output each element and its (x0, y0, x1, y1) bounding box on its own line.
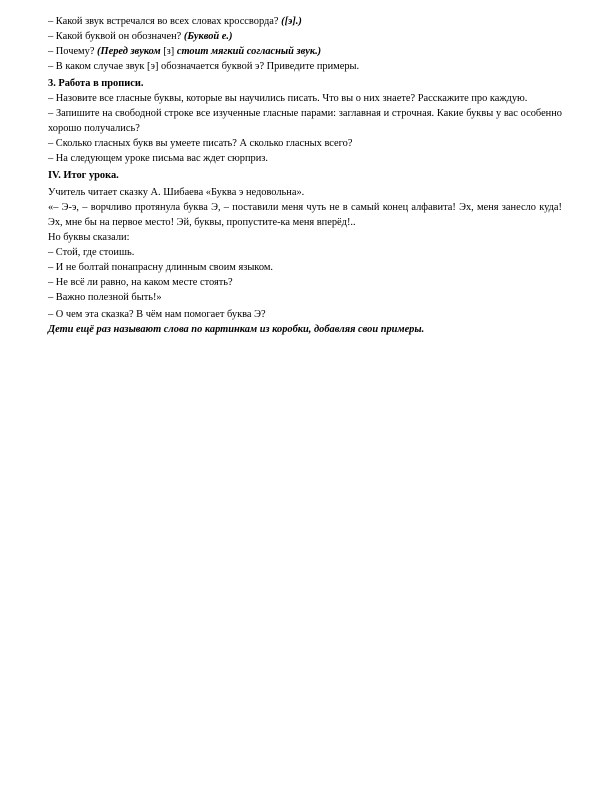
paragraph: Учитель читает сказку А. Шибаева «Буква э недовольна». (48, 187, 305, 198)
question-line (48, 14, 562, 29)
paragraph: Но буквы сказали: (48, 232, 130, 243)
section-heading: 3. Работа в прописи. (48, 78, 144, 89)
answer-text: ([э].) (281, 16, 302, 27)
dialogue-line: – Важно полезной быть!» (48, 292, 162, 303)
question-text: – Какой буквой он обозначен? (48, 31, 184, 42)
dialogue-line: – Не всё ли равно, на каком месте стоять? (48, 277, 233, 288)
paragraph: – Сколько гласных букв вы умеете писать? А сколько гласных всего? (48, 138, 353, 149)
paragraph: – Назовите все гласные буквы, которые вы научились писать. Что вы о них знаете? Расскажите про каждую. (48, 93, 528, 104)
paragraph: – На следующем уроке письма вас ждет сюрприз. (48, 153, 268, 164)
question-text: – Какой звук встречался во всех словах кроссворда? (48, 16, 282, 27)
story-paragraph: «– Э-э, – ворчливо протянула буква Э, – поставили меня чуть не в самый конец алфавита! Эх, меня занесло куда! Эх, мне бы на первое место! Эй, буквы, пропустите-ка меня вперёд!.. (48, 202, 562, 228)
question-line (48, 44, 562, 59)
answer-text: стоит мягкий согласный звук.) (174, 46, 322, 57)
answer-text: (Перед звуком (97, 46, 164, 57)
closing-note: Дети ещё раз называют слова по картинкам из коробки, добавляя свои примеры. (48, 324, 425, 335)
question-text: – Почему? (48, 46, 98, 57)
paragraph: – Запишите на свободной строке все изученные гласные парами: заглавная и строчная. Какие буквы у вас особенно хорошо получались? (48, 108, 562, 134)
document-body (48, 14, 562, 337)
dialogue-line: – Стой, где стоишь. (48, 247, 135, 258)
section-heading: IV. Итог урока. (48, 170, 119, 181)
question-line: – О чем эта сказка? В чём нам помогает буква Э? (48, 309, 266, 320)
question-line (48, 29, 562, 44)
sound-notation: [з] (163, 46, 175, 57)
question-line (48, 59, 562, 74)
dialogue-line: – И не болтай понапрасну длинным своим языком. (48, 262, 273, 273)
answer-text: (Буквой е.) (183, 31, 233, 42)
question-text: – В каком случае звук [э] обозначается буквой э? Приведите примеры. (48, 61, 360, 72)
